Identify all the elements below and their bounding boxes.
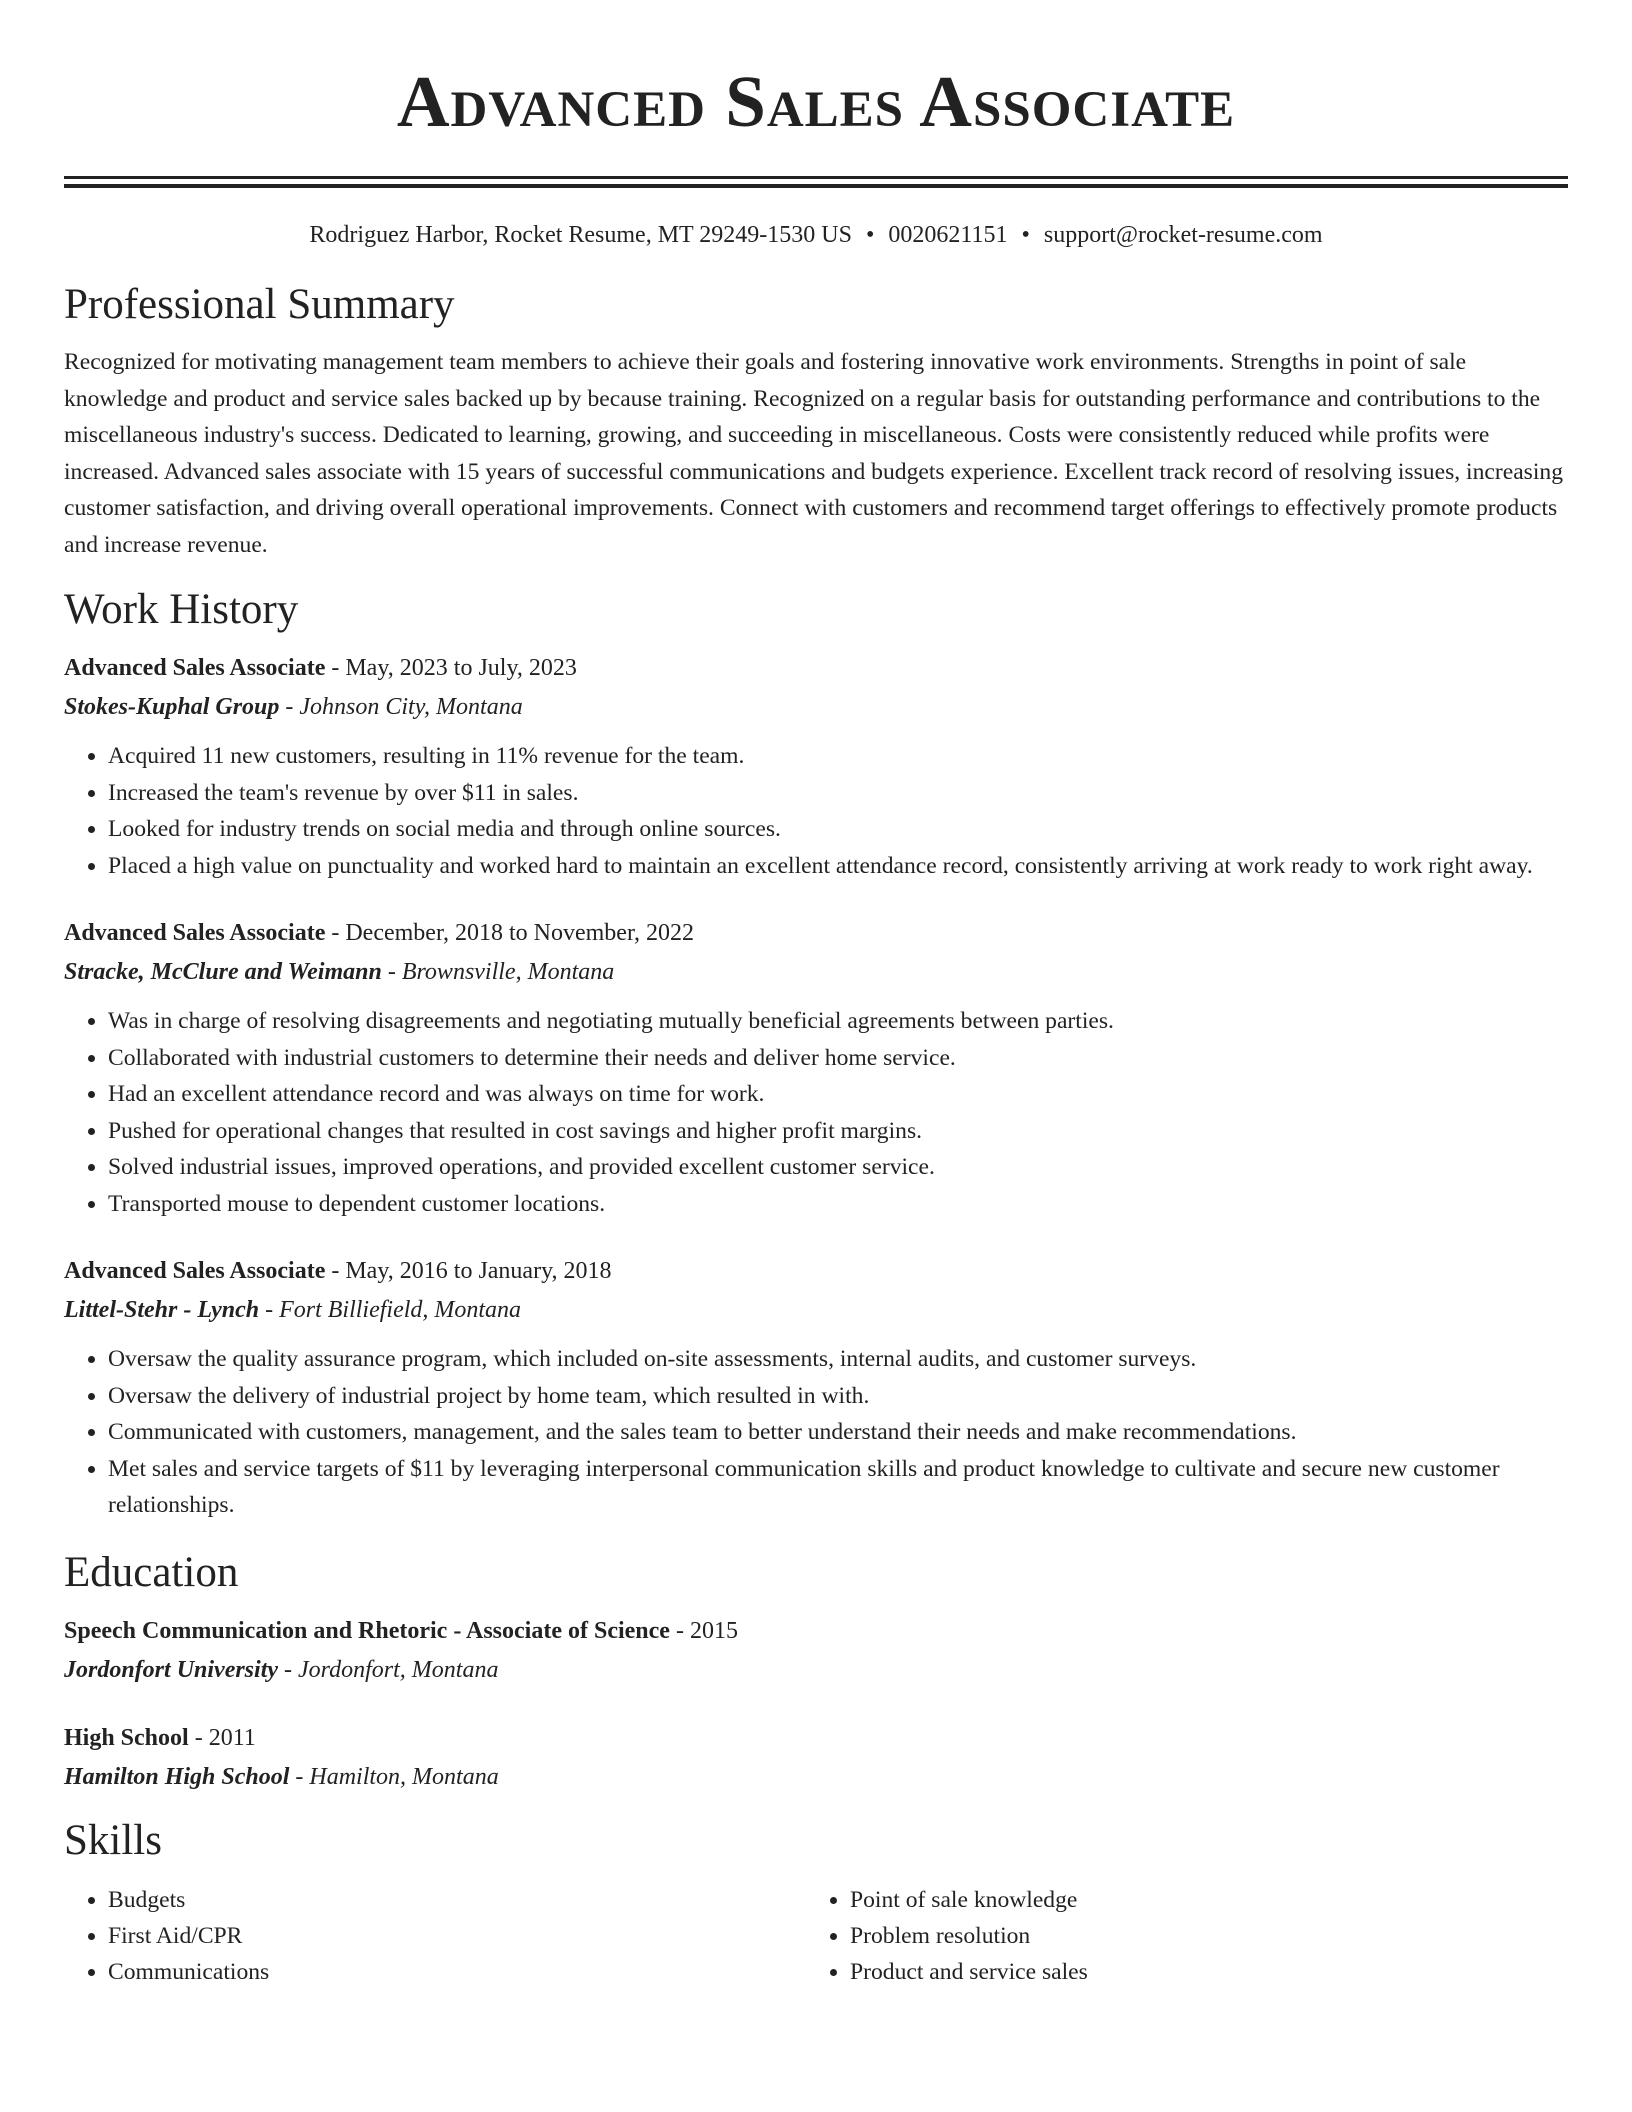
skill-item: • Point of sale knowledge [850, 1882, 1548, 1918]
job-bullet: • Looked for industry trends on social media and through online sources. [108, 811, 1568, 848]
contact-separator: • [865, 222, 875, 248]
skill-item: • Problem resolution [850, 1918, 1548, 1954]
job-entry [64, 1256, 1568, 1524]
job-role: Advanced Sales Associate [64, 920, 326, 946]
job-bullet: • Collaborated with industrial customers to determine their needs and deliver home service. [108, 1040, 1568, 1077]
contact-phone: 0020621151 [888, 222, 1008, 248]
job-company-line [64, 1295, 1568, 1325]
education-degree-line [64, 1723, 1568, 1753]
job-bullet: • Was in charge of resolving disagreements and negotiating mutually beneficial agreements between parties. [108, 1003, 1568, 1040]
job-title-line [64, 653, 1568, 683]
header-divider-thin [64, 184, 1568, 188]
job-bullets [64, 738, 1568, 884]
education-school-line [64, 1762, 1568, 1792]
job-bullet: • Solved industrial issues, improved operations, and provided excellent customer service. [108, 1149, 1568, 1186]
education-location: - Jordonfort, Montana [278, 1656, 499, 1683]
job-bullet: • Acquired 11 new customers, resulting in 11% revenue for the team. [108, 738, 1568, 775]
job-company-line [64, 692, 1568, 722]
education-degree: Speech Communication and Rhetoric - Associate of Science [64, 1617, 670, 1644]
education-degree: High School [64, 1724, 189, 1751]
job-bullets [64, 1003, 1568, 1222]
job-role: Advanced Sales Associate [64, 1258, 326, 1284]
job-entry [64, 918, 1568, 1222]
job-dates: - May, 2023 to July, 2023 [325, 655, 577, 681]
job-bullet: • Had an excellent attendance record and was always on time for work. [108, 1076, 1568, 1113]
job-role: Advanced Sales Associate [64, 655, 326, 681]
job-bullet: • Met sales and service targets of $11 by leveraging interpersonal communication skills and product knowledge to cultivate and secure new customer relationships. [108, 1451, 1568, 1524]
contact-line [64, 220, 1568, 250]
job-bullet: • Placed a high value on punctuality and worked hard to maintain an excellent attendance record, consistently arriving at work ready to work right away. [108, 848, 1568, 885]
contact-separator: • [1021, 222, 1030, 248]
education-location: - Hamilton, Montana [289, 1763, 499, 1790]
job-location: - Brownsville, Montana [381, 959, 615, 985]
job-bullet: • Transported mouse to dependent customer locations. [108, 1186, 1568, 1223]
skill-item: • First Aid/CPR [108, 1918, 806, 1954]
resume-name: Advanced Sales Associate [396, 61, 1236, 142]
job-bullet: • Increased the team's revenue by over $11 in sales. [108, 775, 1568, 812]
job-bullets [64, 1341, 1568, 1524]
education-entry [64, 1616, 1568, 1685]
job-entry [64, 653, 1568, 884]
job-dates: - December, 2018 to November, 2022 [325, 920, 694, 946]
education-school: Jordonfort University [64, 1656, 279, 1683]
job-company: Stokes-Kuphal Group [64, 694, 280, 720]
summary-text: Recognized for motivating management team members to achieve their goals and fostering innovative work environments. Strengths in point of sale knowledge and product and service sales backed up by because training. Recognized on a regular basis for outstanding performance and contributions to the miscellaneous industry's success. Dedicated to learning, growing, and succeeding in miscellaneous. Costs were consistently reduced while profits were increased. Advanced sales associate with 15 years of successful communications and budgets experience. Excellent track record of resolving issues, increasing customer satisfaction, and driving overall operational improvements. Connect with customers and recommend target offerings to effectively promote products and increase revenue. [64, 349, 1563, 558]
education-year: - 2015 [669, 1617, 738, 1644]
job-location: - Fort Billiefield, Montana [259, 1297, 522, 1323]
education-heading: Education [64, 1548, 239, 1596]
job-company: Stracke, McClure and Weimann [64, 959, 382, 985]
summary-heading: Professional Summary [64, 281, 455, 328]
skills-column-right [806, 1882, 1548, 1990]
job-bullet: • Communicated with customers, management, and the sales team to better understand their needs and make recommendations. [108, 1414, 1568, 1451]
education-year: - 2011 [188, 1724, 256, 1751]
skills-heading: Skills [64, 1816, 162, 1864]
skill-item: • Communications [108, 1954, 806, 1990]
job-title-line [64, 918, 1568, 948]
job-title-line [64, 1256, 1568, 1286]
skill-item: • Product and service sales [850, 1954, 1548, 1990]
education-degree-line [64, 1616, 1568, 1646]
skills-column-left [64, 1882, 806, 1990]
education-school-line [64, 1655, 1568, 1685]
job-location: - Johnson City, Montana [279, 694, 523, 720]
job-bullet: • Pushed for operational changes that resulted in cost savings and higher profit margins. [108, 1113, 1568, 1150]
skills-list [64, 1882, 1568, 1990]
education-entry [64, 1723, 1568, 1792]
job-bullet: • Oversaw the delivery of industrial project by home team, which resulted in with. [108, 1378, 1568, 1415]
work-history-heading: Work History [64, 586, 299, 633]
job-dates: - May, 2016 to January, 2018 [325, 1258, 612, 1284]
contact-address: Rodriguez Harbor, Rocket Resume, MT 29249-1530 US [309, 222, 852, 248]
skill-item: • Budgets [108, 1882, 806, 1918]
header-divider-thick [64, 176, 1568, 179]
job-bullet: • Oversaw the quality assurance program, which included on-site assessments, internal audits, and customer surveys. [108, 1341, 1568, 1378]
job-company-line [64, 957, 1568, 987]
job-company: Littel-Stehr - Lynch [64, 1297, 260, 1323]
contact-email: support@rocket-resume.com [1043, 222, 1323, 248]
education-school: Hamilton High School [64, 1763, 290, 1790]
